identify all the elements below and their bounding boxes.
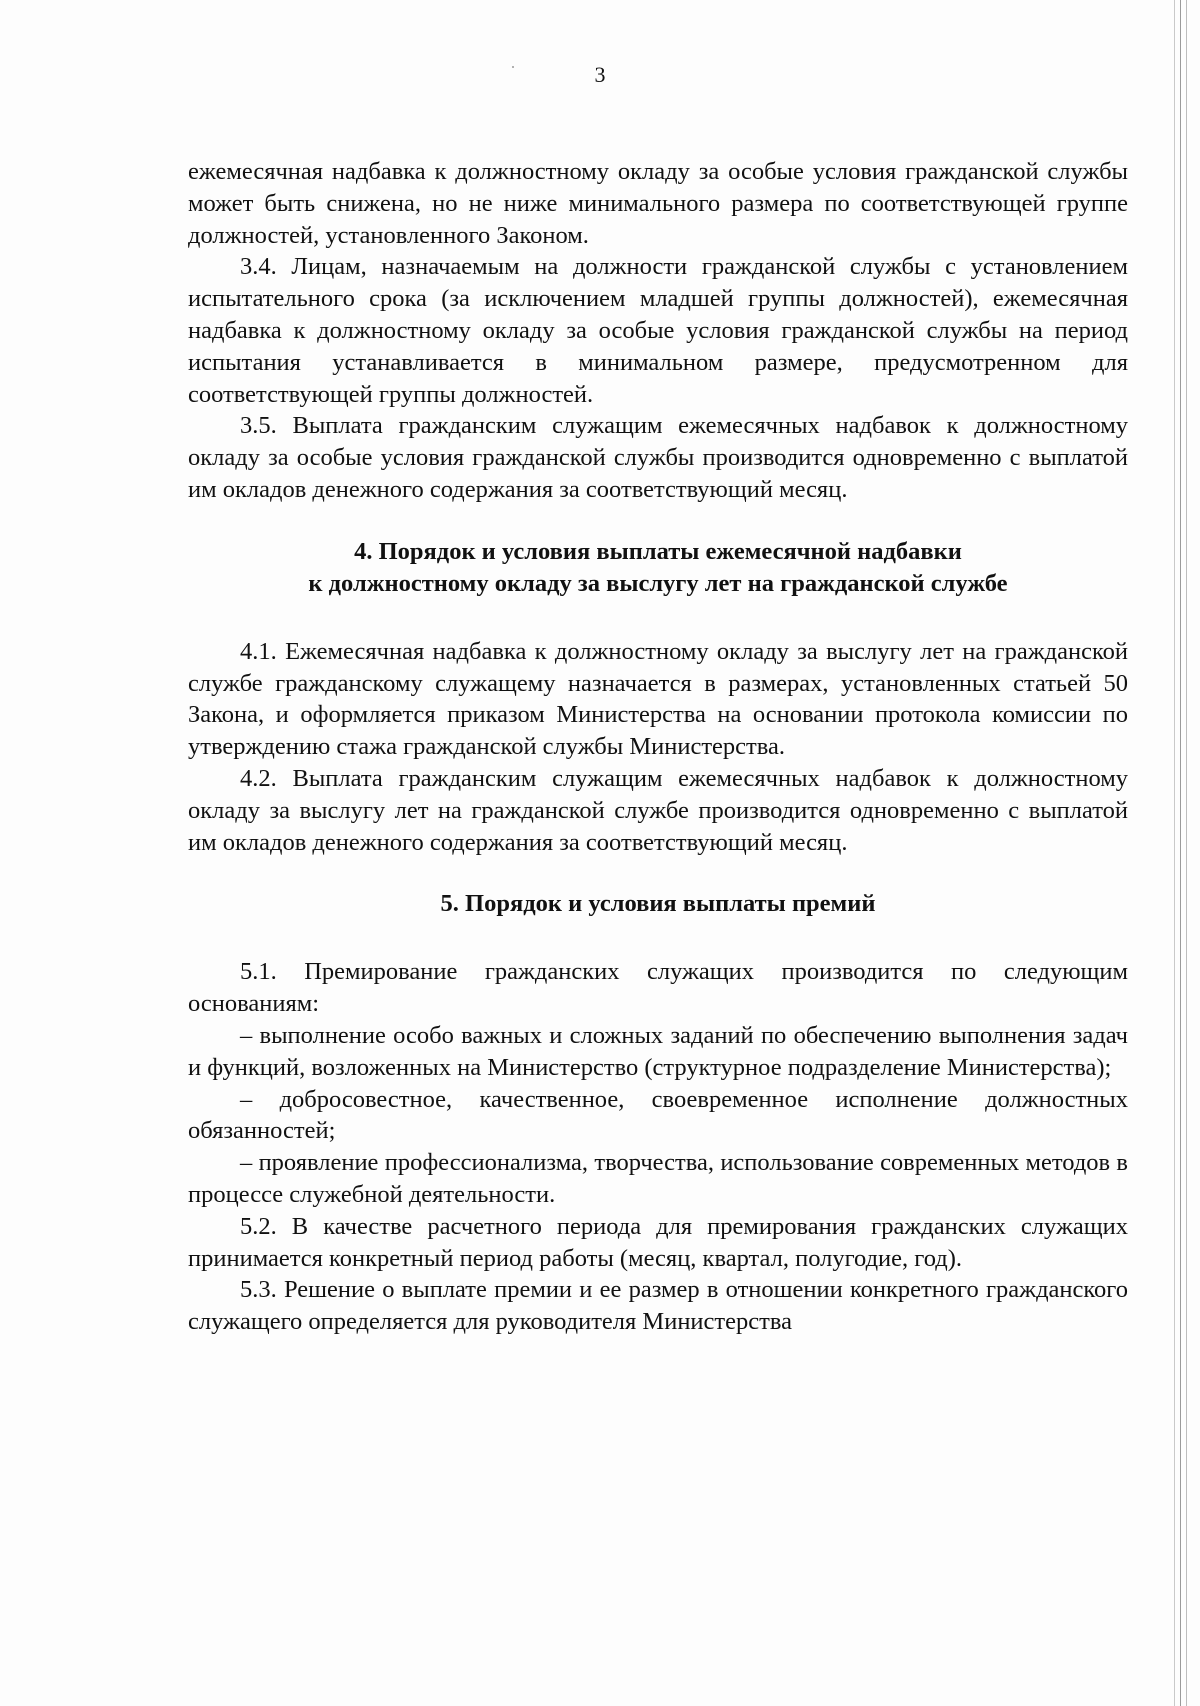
list-item: – проявление профессионализма, творчества, использование современных методов в процессе служебной деятельности. — [188, 1149, 1128, 1208]
paragraph-continuation: ежемесячная надбавка к должностному окладу за особые условия гражданской службы может быть снижена, но не ниже минимального размера по соответствующей группе должностей, установленного Законом. — [188, 158, 1128, 249]
paragraph-3-4: 3.4. Лицам, назначаемым на должности гражданской службы с установлением испытательного срока (за исключением младшей группы должностей), ежемесячная надбавка к должностному окладу за особые условия гражданской службы на период испытания устанавливается в минимальном размере, предусмотренном для соответствующей группы должностей. — [188, 253, 1128, 408]
scan-edge-line — [1174, 0, 1175, 1706]
paragraph-4-1: 4.1. Ежемесячная надбавка к должностному окладу за выслугу лет на гражданской службе гражданскому служащему назначается в размерах, установленных статьей 50 Закона, и оформляется приказом Министерства на основании протокола комиссии по утверждению стажа гражданской службы Министерства. — [188, 637, 1128, 761]
list-item: – добросовестное, качественное, своевременное исполнение должностных обязанностей; — [188, 1085, 1128, 1145]
section-4-heading-line1: 4. Порядок и условия выплаты ежемесячной надбавки — [354, 537, 962, 565]
document-body — [188, 156, 1128, 1338]
section-5-heading: 5. Порядок и условия выплаты премий — [440, 890, 876, 918]
page-number: 3 — [594, 62, 606, 87]
section-4-heading — [188, 536, 1128, 600]
paragraph-4-2: 4.2. Выплата гражданским служащим ежемесячных надбавок к должностному окладу за выслугу лет на гражданской службе производится одновременно с выплатой им окладов денежного содержания за соответствующий месяц. — [188, 764, 1128, 856]
paragraph-5-2: 5.2. В качестве расчетного периода для премирования гражданских служащих принимается конкретный период работы (месяц, квартал, полугодие, год). — [188, 1212, 1128, 1272]
list-item: – выполнение особо важных и сложных заданий по обеспечению выполнения задач и функций, возложенных на Министерство (структурное подразделение Министерства); — [188, 1021, 1128, 1081]
scan-edge-line — [1180, 0, 1181, 1706]
paragraph-3-5: 3.5. Выплата гражданским служащим ежемесячных надбавок к должностному окладу за особые условия гражданской службы производится одновременно с выплатой им окладов денежного содержания за соответствующий месяц. — [188, 412, 1128, 503]
paragraph-5-1: 5.1. Премирование гражданских служащих производится по следующим основаниям: — [188, 958, 1128, 1018]
section-4-heading-line2: к должностному окладу за выслугу лет на гражданской службе — [308, 569, 1008, 597]
paragraph-5-3: 5.3. Решение о выплате премии и ее размер в отношении конкретного гражданского служащего определяется для руководителя Министерства — [188, 1276, 1128, 1336]
scan-edge-line — [1186, 0, 1187, 1706]
